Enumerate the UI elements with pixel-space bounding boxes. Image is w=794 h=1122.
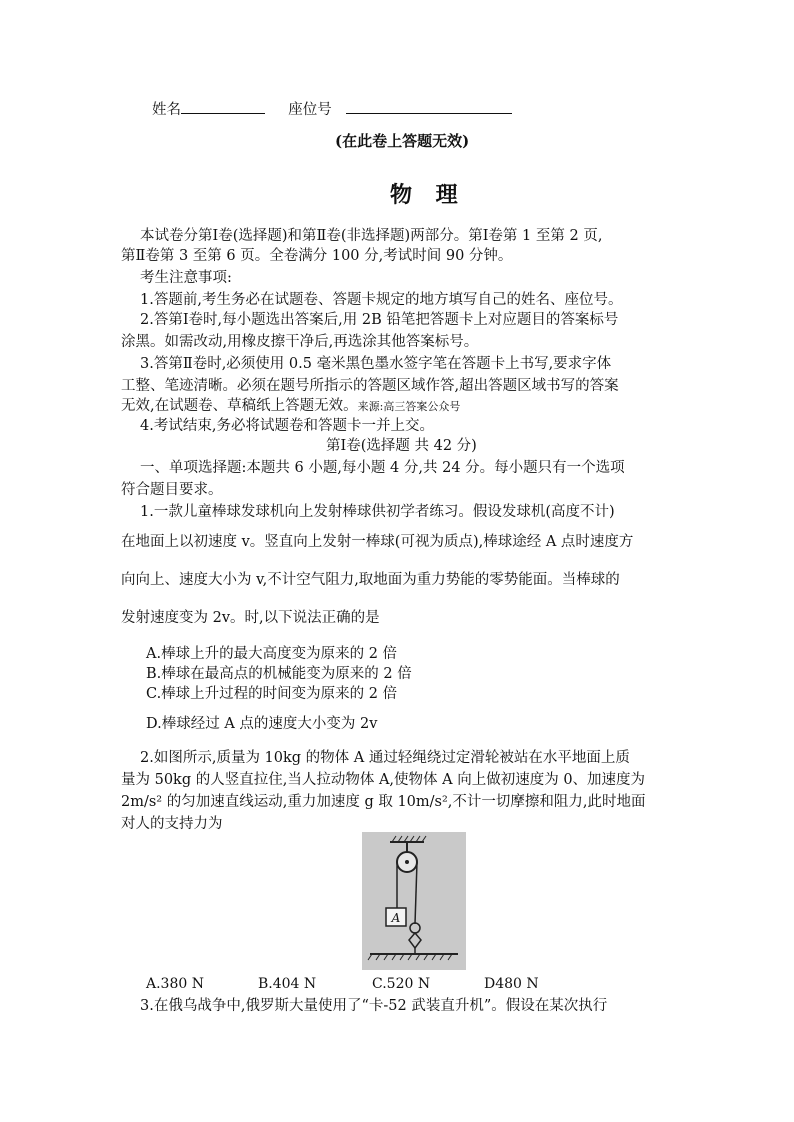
name-label: 姓名 (152, 102, 181, 118)
q1-line-3: 向向上、速度大小为 v,不计空气阻力,取地面为重力势能的零势能面。当棒球的 (121, 572, 620, 588)
q3-line-1: 3.在俄乌战争中,俄罗斯大量使用了“卡-52 武装直升机”。假设在某次执行 (140, 998, 608, 1014)
notice-2b: 涂黑。如需改动,用橡皮擦干净后,再选涂其他答案标号。 (121, 334, 479, 350)
section1-desc-b: 符合题目要求。 (121, 482, 223, 498)
name-field-row (152, 98, 512, 119)
q2-line-3: 2m/s² 的匀加速直线运动,重力加速度 g 取 10m/s²,不计一切摩擦和阻力,此时地面 (121, 794, 646, 810)
intro-line-1: 本试卷分第Ⅰ卷(选择题)和第Ⅱ卷(非选择题)两部分。第Ⅰ卷第 1 至第 2 页, (140, 228, 603, 244)
q1-line-1: 1.一款儿童棒球发球机向上发射棒球供初学者练习。假设发球机(高度不计) (140, 504, 615, 520)
notice-2a: 2.答第Ⅰ卷时,每小题选出答案后,用 2B 铅笔把答题卡上对应题目的答案标号 (140, 312, 619, 328)
q1-option-d: D.棒球经过 A 点的速度大小变为 2v (146, 716, 378, 732)
notice-3b: 工整、笔迹清晰。必须在题号所指示的答题区域作答,超出答题区域书写的答案 (121, 378, 619, 394)
q2-option-b: B.404 N (258, 976, 317, 992)
q1-option-c: C.棒球上升过程的时间变为原来的 2 倍 (146, 686, 398, 702)
q1-line-4: 发射速度变为 2v。时,以下说法正确的是 (121, 610, 380, 626)
q1-option-b: B.棒球在最高点的机械能变为原来的 2 倍 (146, 666, 412, 682)
q2-option-c: C.520 N (372, 976, 431, 992)
q2-line-2: 量为 50kg 的人竖直拉住,当人拉动物体 A,使物体 A 向上做初速度为 0、加速度为 (121, 772, 646, 788)
seat-blank (346, 99, 512, 114)
q2-line-1: 2.如图所示,质量为 10kg 的物体 A 通过轻绳绕过定滑轮被站在水平地面上质 (140, 750, 630, 766)
pulley-figure (362, 832, 466, 970)
page-title: 物 理 (390, 182, 466, 208)
name-blank (181, 99, 265, 114)
invalid-note: (在此卷上答题无效) (335, 132, 470, 150)
q1-option-a: A.棒球上升的最大高度变为原来的 2 倍 (146, 646, 398, 662)
q2-option-a: A.380 N (146, 976, 204, 992)
block-a-label: A (391, 911, 401, 925)
notice-4: 4.考试结束,务必将试题卷和答题卡一并上交。 (140, 418, 434, 434)
source-note: 来源:高三答案公众号 (357, 400, 461, 413)
notice-3a: 3.答第Ⅱ卷时,必须使用 0.5 毫米黑色墨水签字笔在答题卡上书写,要求字体 (140, 356, 612, 372)
q2-option-d: D480 N (484, 976, 539, 992)
q1-line-2: 在地面上以初速度 v。竖直向上发射一棒球(可视为质点),棒球途经 A 点时速度方 (121, 534, 634, 550)
section1-desc-a: 一、单项选择题:本题共 6 小题,每小题 4 分,共 24 分。每小题只有一个选项 (140, 460, 625, 476)
seat-label: 座位号 (288, 102, 332, 118)
pulley-axle (405, 860, 409, 864)
notice-3c (121, 396, 460, 417)
notice-3c-text: 无效,在试题卷、草稿纸上答题无效。 (121, 398, 358, 414)
section1-heading: 第Ⅰ卷(选择题 共 42 分) (326, 438, 477, 454)
notice-heading: 考生注意事项: (140, 270, 232, 286)
q2-line-4: 对人的支持力为 (121, 816, 223, 832)
intro-line-2: 第Ⅱ卷第 3 至第 6 页。全卷满分 100 分,考试时间 90 分钟。 (121, 248, 513, 264)
notice-1: 1.答题前,考生务必在试题卷、答题卡规定的地方填写自己的姓名、座位号。 (140, 292, 623, 308)
figure-background (362, 832, 466, 970)
